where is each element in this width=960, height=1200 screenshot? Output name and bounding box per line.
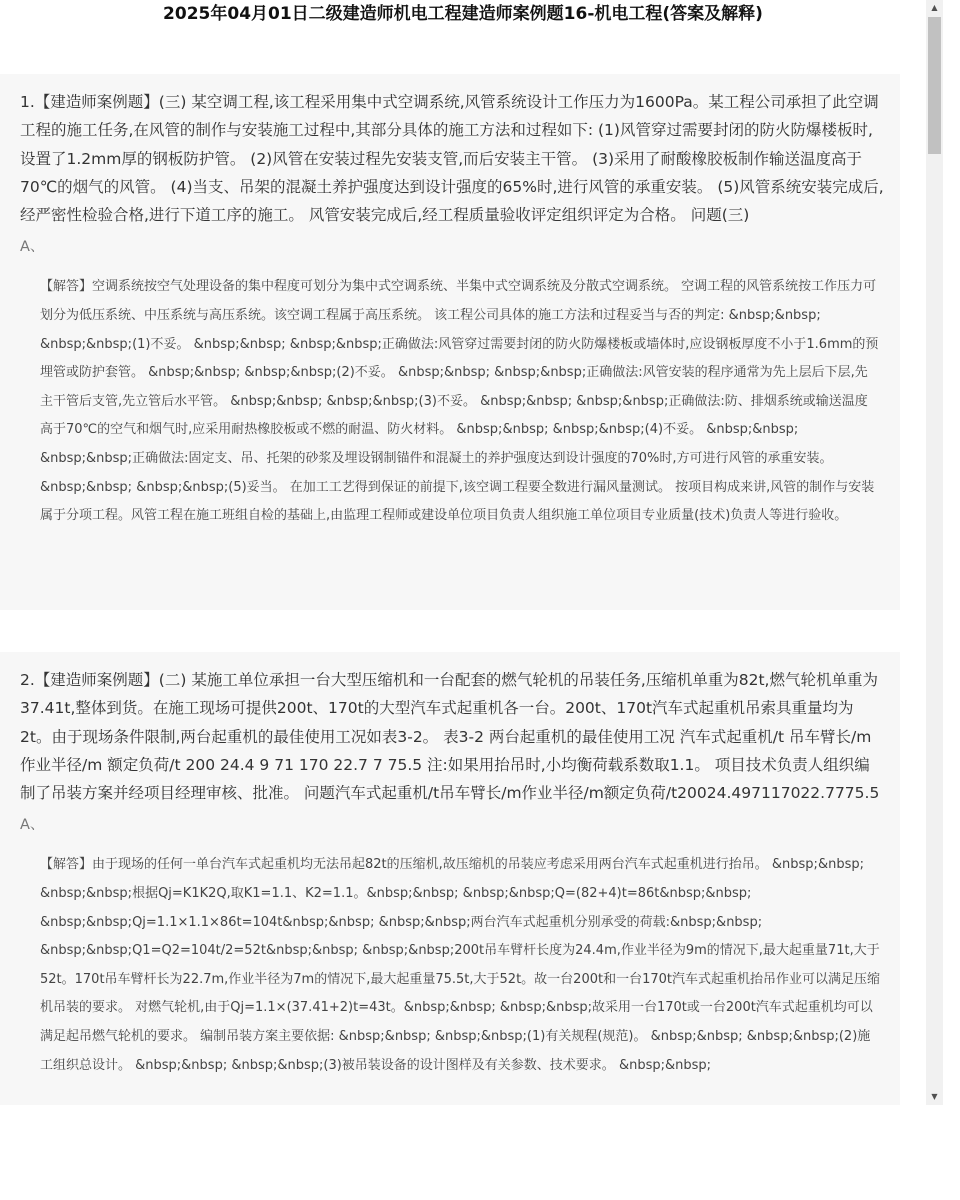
- question-number: 2.: [20, 671, 35, 689]
- answer-analysis-2: 【解答】由于现场的任何一单台汽车式起重机均无法吊起82t的压缩机,故压缩机的吊装应考虑采用两台汽车式起重机进行抬吊。 &nbsp;&nbsp; &nbsp;&nbsp;根据Qj=K1K2Q,取K1=1.1、K2=1.1。&nbsp;&nbsp; &nbsp;&nbsp;Q=(82+4)t=86t&nbsp;&nbsp; &nbsp;&nbsp;Qj=1.1×1.1×86t=104t&nbsp;&nbsp; &nbsp;&nbsp;两台汽车式起重机分别承受的荷载:&nbsp;&nbsp; &nbsp;&nbsp;Q1=Q2=104t/2=52t&nbsp;&nbsp; &nbsp;&nbsp;200t吊车臂杆长度为24.4m,作业半径为9m的情况下,最大起重量71t,大于52t。170t吊车臂杆长为22.7m,作业半径为7m的情况下,最大起重量75.5t,大于52t。故一台200t和一台170t汽车式起重机抬吊作业可以满足压缩机吊装的要求。 对燃气轮机,由于Qj=1.1×(37.41+2)t=43t。&nbsp;&nbsp; &nbsp;&nbsp;故采用一台170t或一台200t汽车式起重机均可以满足起吊燃气轮机的要求。 编制吊装方案主要依据: &nbsp;&nbsp; &nbsp;&nbsp;(1)有关规程(规范)。 &nbsp;&nbsp; &nbsp;&nbsp;(2)施工组织总设计。 &nbsp;&nbsp; &nbsp;&nbsp;(3)被吊装设备的设计图样及有关参数、技术要求。 &nbsp;&nbsp;: [40, 857, 880, 1073]
- answer-analysis-1: 【解答】空调系统按空气处理设备的集中程度可划分为集中式空调系统、半集中式空调系统及分散式空调系统。 空调工程的风管系统按工作压力可划分为低压系统、中压系统与高压系统。该空调工程属于高压系统。 该工程公司具体的施工方法和过程妥当与否的判定: &nbsp;&nbsp; &nbsp;&nbsp;(1)不妥。 &nbsp;&nbsp; &nbsp;&nbsp;正确做法:风管穿过需要封闭的防火防爆楼板或墙体时,应设钢板厚度不小于1.6mm的预埋管或防护套管。 &nbsp;&nbsp; &nbsp;&nbsp;(2)不妥。 &nbsp;&nbsp; &nbsp;&nbsp;正确做法:风管安装的程序通常为先上层后下层,先主干管后支管,先立管后水平管。 &nbsp;&nbsp; &nbsp;&nbsp;(3)不妥。 &nbsp;&nbsp; &nbsp;&nbsp;正确做法:防、排烟系统或输送温度高于70℃的空气和烟气时,应采用耐热橡胶板或不燃的耐温、防火材料。 &nbsp;&nbsp; &nbsp;&nbsp;(4)不妥。 &nbsp;&nbsp; &nbsp;&nbsp;正确做法:固定支、吊、托架的砂浆及埋设钢制锚件和混凝土的养护强度达到设计强度的70%时,方可进行风管的承重安装。 &nbsp;&nbsp; &nbsp;&nbsp;(5)妥当。 在加工工艺得到保证的前提下,该空调工程要全数进行漏风量测试。 按项目构成来讲,风管的制作与安装属于分项工程。风管工程在施工班组自检的基础上,由监理工程师或建设单位项目负责人组织施工单位项目专业质量(技术)负责人等进行验收。: [40, 279, 879, 524]
- question-body: 【建造师案例题】(二) 某施工单位承担一台大型压缩机和一台配套的燃气轮机的吊装任务,压缩机单重为82t,燃气轮机单重为37.41t,整体到货。在施工现场可提供200t、170t的大型汽车式起重机各一台。200t、170t汽车式起重机吊索具重量均为2t。由于现场条件限制,两台起重机的最佳使用工况如表3-2。 表3-2 两台起重机的最佳使用工况 汽车式起重机/t 吊车臂长/m 作业半径/m 额定负荷/t 200 24.4 9 71 170 22.7 7 75.5 注:如果用抬吊时,小均衡荷载系数取1.1。 项目技术负责人组织编制了吊装方案并经项目经理审核、批准。 问题汽车式起重机/t吊车臂长/m作业半径/m额定负荷/t20024.497117022.7775.5: [20, 671, 880, 803]
- question-text-1: [0, 74, 900, 229]
- scrollbar-thumb[interactable]: [928, 17, 941, 154]
- question-text-2: [0, 652, 900, 807]
- page-title: 2025年04月01日二级建造师机电工程建造师案例题16-机电工程(答案及解释): [163, 4, 763, 24]
- vertical-scrollbar[interactable]: [926, 0, 943, 1105]
- question-body: 【建造师案例题】(三) 某空调工程,该工程采用集中式空调系统,风管系统设计工作压力为1600Pa。某工程公司承担了此空调工程的施工任务,在风管的制作与安装施工过程中,其部分具体的施工方法和过程如下: (1)风管穿过需要封闭的防火防爆楼板时,设置了1.2mm厚的钢板防护管。 (2)风管在安装过程先安装支管,而后安装主干管。 (3)采用了耐酸橡胶板制作输送温度高于70℃的烟气的风管。 (4)当支、吊架的混凝土养护强度达到设计强度的65%时,进行风管的承重安装。 (5)风管系统安装完成后,经严密性检验合格,进行下道工序的施工。 风管安装完成后,经工程质量验收评定组织评定为合格。 问题(三): [20, 93, 884, 225]
- question-card-2: [0, 652, 900, 1105]
- scroll-down-arrow-icon[interactable]: ▼: [931, 1092, 938, 1101]
- question-card-1: [0, 74, 900, 610]
- answer-option[interactable]: A、: [20, 817, 45, 834]
- question-number: 1.: [20, 93, 35, 111]
- scroll-up-arrow-icon[interactable]: ▲: [931, 3, 938, 12]
- answer-option[interactable]: A、: [20, 239, 45, 256]
